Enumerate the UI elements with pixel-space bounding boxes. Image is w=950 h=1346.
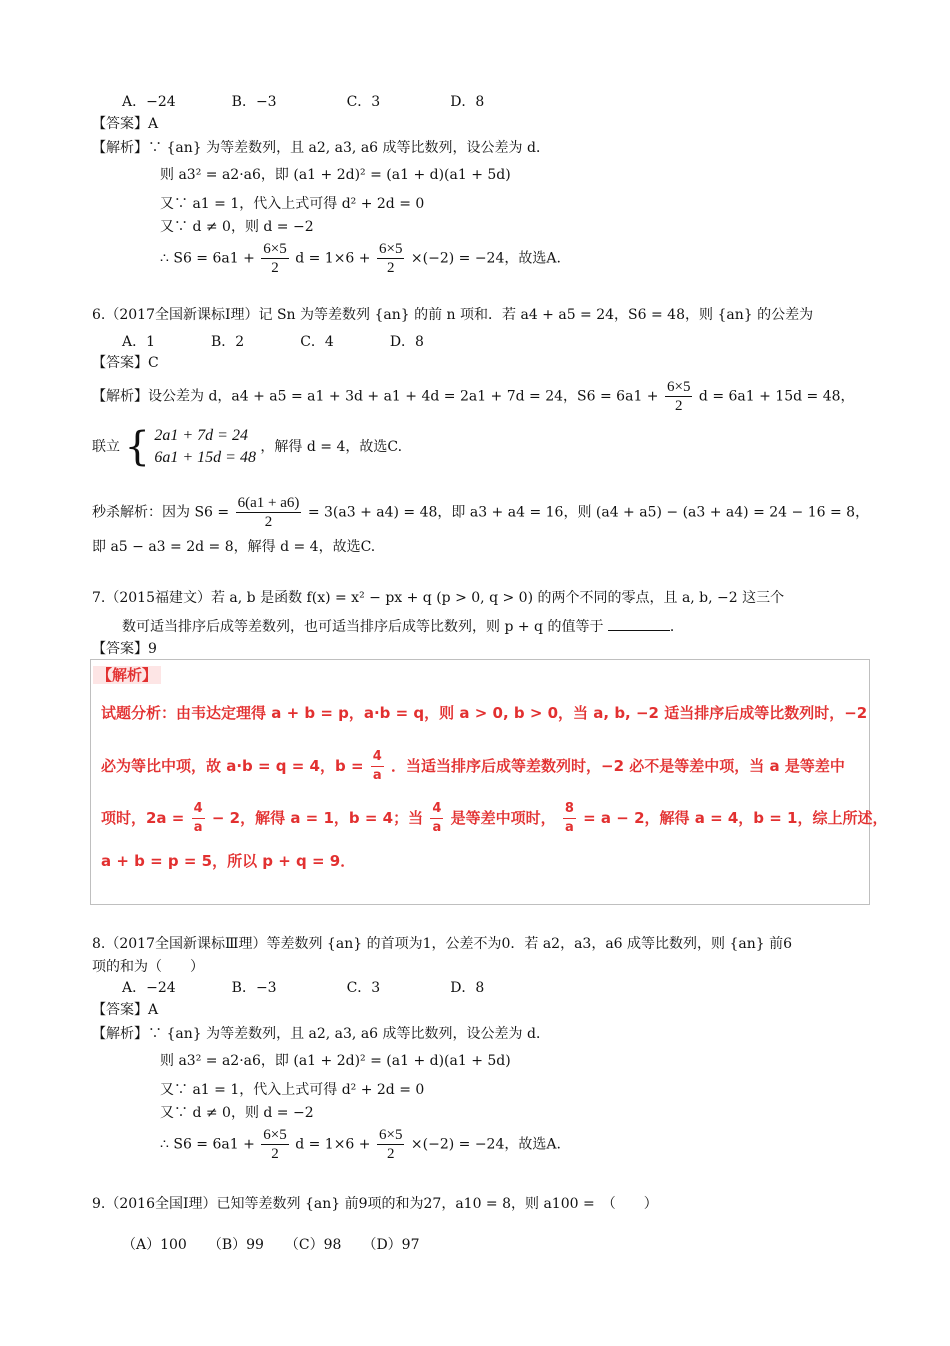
q6-fraction — [665, 378, 692, 415]
q6-quick-fraction-num: 6(a1 + a6) — [237, 495, 300, 511]
q5-analysis-5-mid: d = 1×6 + — [295, 250, 371, 267]
q8-answer: 【答案】A — [92, 1002, 159, 1018]
q7-analysis-box — [90, 659, 888, 905]
q5-analysis-5 — [160, 240, 561, 277]
q6-quick-2: 即 a5 − a3 = 2d = 8，解得 d = 4，故选C. — [92, 539, 376, 555]
q5-fraction-1-num: 6×5 — [263, 241, 287, 257]
left-brace-icon: { — [124, 424, 150, 470]
q5-analysis-2: 则 a3² = a2·a6，即 (a1 + 2d)² = (a1 + d)(a1 + 5d) — [160, 167, 511, 183]
q5-analysis-5-post: ×(−2) = −24，故选A. — [410, 250, 561, 267]
q7-box-line-2 — [101, 748, 845, 785]
q7-box-line-4: a + b = p = 5，所以 p + q = 9． — [101, 852, 356, 870]
q6-analysis-2-post: ，解得 d = 4，故选C. — [260, 439, 403, 455]
q7-answer: 【答案】9 — [92, 641, 157, 657]
q7-box-line-2-pre: 必为等比中项，故 a·b = q = 4，b = — [101, 757, 364, 775]
q7-box-line-2-post: ．当适当排序后成等差数列时，−2 必不是等差中项，当 a 是等差中 — [391, 757, 845, 775]
q7-question-2-text: 数可适当排序后成等差数列，也可适当排序后成等比数列，则 p + q 的值等于 — [122, 619, 604, 635]
q7-box-fraction-4 — [563, 800, 576, 837]
q6-quick-solution — [92, 494, 869, 531]
q7-box-fraction-1-num: 4 — [371, 748, 384, 767]
q6-quick-post: = 3(a3 + a4) = 48，即 a3 + a4 = 16，则 (a4 + a5) − (a3 + a4) = 24 − 16 = 8， — [307, 504, 870, 521]
q7-question-2-end: ． — [669, 619, 684, 635]
q8-question-1: 8.（2017全国新课标Ⅲ理）等差数列 {an} 的首项为1，公差不为0．若 a2，a3，a6 成等比数列，则 {an} 前6 — [92, 936, 793, 952]
q7-box-header: 【解析】 — [93, 666, 161, 684]
q8-analysis-5-post: ×(−2) = −24，故选A. — [410, 1136, 561, 1153]
q5-fraction-1 — [261, 240, 288, 277]
q8-analysis-2: 则 a3² = a2·a6，即 (a1 + 2d)² = (a1 + d)(a1 + 5d) — [160, 1053, 511, 1069]
q7-box-line-3-mid2: 是等差中项时， — [450, 809, 556, 827]
q7-box-fraction-3-den: a — [432, 820, 442, 835]
q7-question-1: 7.（2015福建文）若 a, b 是函数 f(x) = x² − px + q (p > 0, q > 0) 的两个不同的零点，且 a, b, −2 这三个 — [92, 590, 785, 606]
q8-analysis-4: 又∵ d ≠ 0，则 d = −2 — [160, 1105, 314, 1121]
q6-system-eq-1: 2a1 + 7d = 24 — [154, 427, 248, 444]
q8-fraction-2 — [377, 1126, 404, 1163]
q8-analysis-1: 【解析】∵ {an} 为等差数列，且 a2, a3, a6 成等比数列，设公差为 d． — [92, 1026, 550, 1042]
q5-fraction-1-den: 2 — [271, 260, 279, 276]
q8-question-2: 项的和为（ ） — [92, 959, 204, 975]
q6-answer: 【答案】C — [92, 355, 159, 371]
q8-analysis-5-pre: ∴ S6 = 6a1 + — [160, 1136, 255, 1153]
q6-system-label: 联立 — [92, 439, 120, 455]
q8-fraction-2-num: 6×5 — [378, 1127, 403, 1143]
q8-fraction-1-num: 6×5 — [263, 1127, 287, 1143]
q7-question-2 — [122, 616, 684, 637]
q6-system-eq-2: 6a1 + 15d = 48 — [154, 449, 256, 466]
q6-quick-fraction — [236, 494, 302, 531]
q7-box-fraction-3-num: 4 — [430, 800, 443, 819]
q6-analysis-1-post: d = 6a1 + 15d = 48， — [698, 388, 855, 405]
q7-box-line-3 — [101, 800, 888, 837]
q5-analysis-4: 又∵ d ≠ 0，则 d = −2 — [160, 219, 314, 235]
q7-box-fraction-4-den: a — [564, 820, 574, 835]
q5-analysis-1: 【解析】∵ {an} 为等差数列，且 a2, a3, a6 成等比数列，设公差为 d． — [92, 140, 550, 156]
q6-analysis-2 — [92, 425, 402, 469]
q7-box-line-1: 试题分析：由韦达定理得 a + b = p，a·b = q，则 a > 0, b > 0，当 a, b, −2 适当排序后成等比数列时，−2 — [101, 704, 868, 722]
q7-box-line-3-mid1: − 2，解得 a = 1，b = 4；当 — [211, 809, 424, 827]
q8-analysis-3: 又∵ a1 = 1，代入上式可得 d² + 2d = 0 — [160, 1082, 425, 1098]
q6-fraction-den: 2 — [674, 398, 683, 414]
q7-box-line-3-post: = a − 2，解得 a = 4，b = 1，综上所述， — [583, 809, 888, 827]
q8-fraction-1 — [261, 1126, 288, 1163]
q7-box-fraction-4-num: 8 — [563, 800, 576, 819]
q8-fraction-2-den: 2 — [386, 1146, 395, 1162]
q8-analysis-5-mid: d = 1×6 + — [295, 1136, 371, 1153]
q5-options: A．−24 B．−3 C．3 D．8 — [122, 94, 485, 110]
q6-question: 6.（2017全国新课标Ⅰ理）记 Sn 为等差数列 {an} 的前 n 项和．若 a4 + a5 = 24，S6 = 48，则 {an} 的公差为 — [92, 307, 814, 323]
q8-options: A．−24 B．−3 C．3 D．8 — [122, 980, 485, 996]
q7-box-fraction-3 — [430, 800, 443, 837]
q7-box-fraction-1 — [371, 748, 384, 785]
q5-fraction-2-den: 2 — [386, 260, 395, 276]
q5-fraction-2 — [377, 240, 404, 277]
q5-fraction-2-num: 6×5 — [378, 241, 403, 257]
answer-blank — [608, 616, 670, 631]
q6-fraction-num: 6×5 — [666, 379, 691, 395]
q6-options: A．1 B．2 C．4 D．8 — [122, 334, 424, 350]
q5-analysis-3: 又∵ a1 = 1，代入上式可得 d² + 2d = 0 — [160, 196, 425, 212]
q9-question: 9.（2016全国Ⅰ理）已知等差数列 {an} 前9项的和为27，a10 = 8，则 a100 = （ ） — [92, 1196, 658, 1212]
q6-system — [154, 425, 256, 469]
q8-analysis-5 — [160, 1126, 561, 1163]
q7-box-fraction-1-den: a — [372, 768, 382, 783]
q7-box-fraction-2-num: 4 — [192, 800, 205, 819]
q7-box-line-3-pre: 项时，2a = — [101, 809, 185, 827]
q5-analysis-5-pre: ∴ S6 = 6a1 + — [160, 250, 255, 267]
q7-box-fraction-2-den: a — [193, 820, 203, 835]
q5-answer: 【答案】A — [92, 116, 159, 132]
q8-fraction-1-den: 2 — [271, 1146, 279, 1162]
q6-quick-pre: 秒杀解析：因为 S6 = — [92, 504, 230, 521]
q6-analysis-1 — [92, 378, 855, 415]
q7-box-fraction-2 — [192, 800, 205, 837]
q9-options: （A）100 （B）99 （C）98 （D）97 — [122, 1237, 420, 1253]
q6-quick-fraction-den: 2 — [264, 514, 273, 530]
q6-analysis-1-pre: 【解析】设公差为 d，a4 + a5 = a1 + 3d + a1 + 4d = 2a1 + 7d = 24，S6 = 6a1 + — [92, 388, 659, 405]
